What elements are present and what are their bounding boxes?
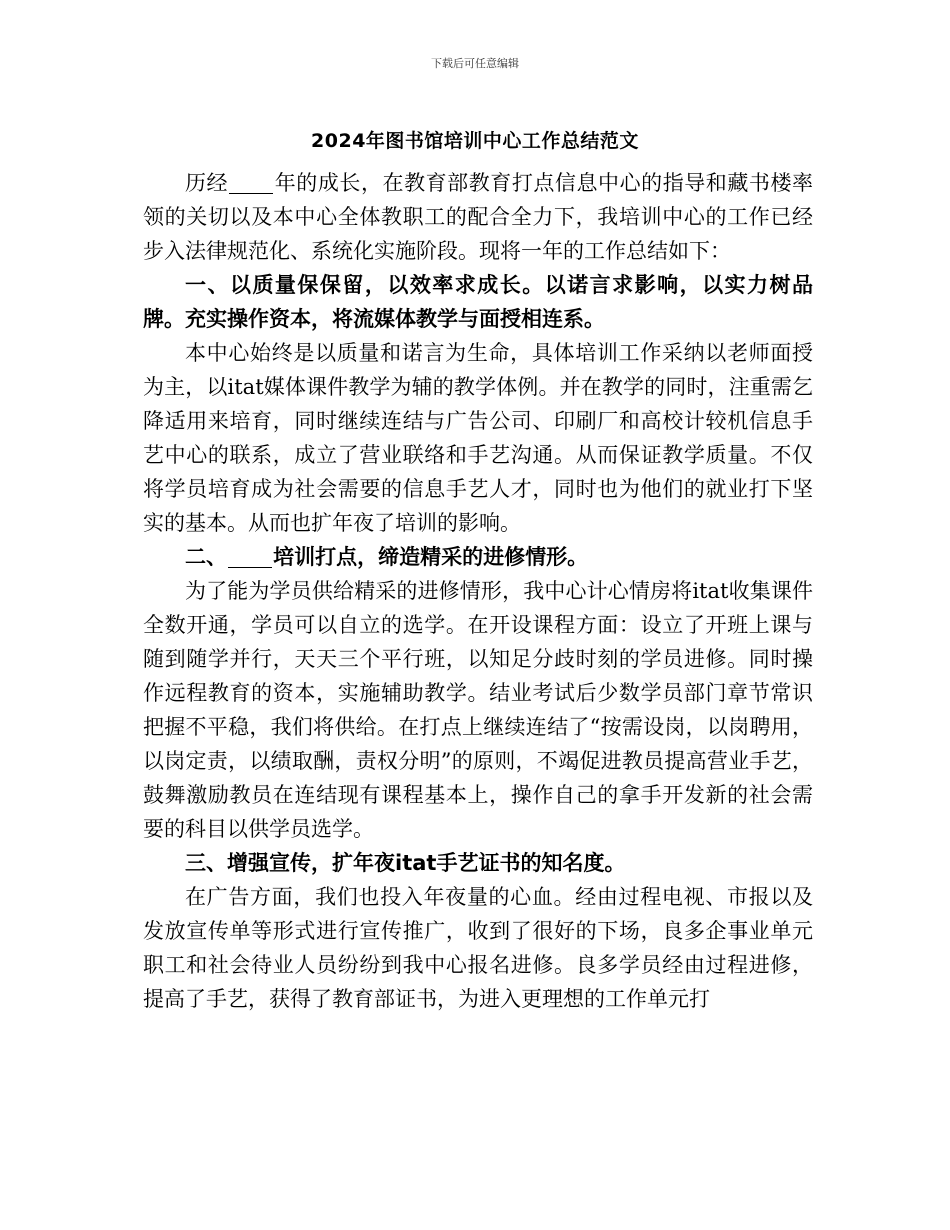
paragraph-section-1: 本中心始终是以质量和诺言为生命，具体培训工作采纳以老师面授为主，以itat媒体课件教学为辅的教学体例。并在教学的同时，注重需乞降适用来培育，同时继续连结与广告公司、印刷厂和高校计较机信息手艺中心的联系，成立了营业联络和手艺沟通。从而保证教学质量。不仅将学员培育成为社会需要的信息手艺人才，同时也为他们的就业打下坚实的基本。从而也扩年夜了培训的影响。 xyxy=(143,341,813,535)
paragraph-section-2: 为了能为学员供给精采的进修情形，我中心计心情房将itat收集课件全数开通，学员可以自立的选学。在开设课程方面：设立了开班上课与随到随学并行，天天三个平行班，以知足分歧时刻的学员进修。同时操作远程教育的资本，实施辅助教学。结业考试后少数学员部门章节常识把握不平稳，我们将供给。在打点上继续连结了“按需设岗，以岗聘用，以岗定责，以绩取酬，责权分明”的原则，不竭促进教员提高营业手艺，鼓舞激励教员在连结现有课程基本上，操作自己的拿手开发新的社会需要的科目以供学员选学。 xyxy=(143,579,813,841)
section-heading-2: 二、 培训打点，缔造精采的进修情形。 xyxy=(185,545,589,569)
blank-line xyxy=(229,172,273,194)
section-heading-1: 一、以质量保保留，以效率求成长。以诺言求影响，以实力树品牌。充实操作资本，将流媒体教学与面授相连系。 xyxy=(143,273,813,331)
paragraph-section-3: 在广告方面，我们也投入年夜量的心血。经由过程电视、市报以及发放宣传单等形式进行宣传推广，收到了很好的下场，良多企事业单元职工和社会待业人员纷纷到我中心报名进修。良多学员经由过程进修，提高了手艺，获得了教育部证书，为进入更理想的工作单元打 xyxy=(143,885,813,1011)
paragraph-intro: 历经 年的成长，在教育部教育打点信息中心的指导和藏书楼率领的关切以及本中心全体教职工的配合全力下，我培训中心的工作已经步入法律规范化、系统化实施阶段。现将一年的工作总结如下： xyxy=(143,171,814,263)
blank-line xyxy=(228,546,272,568)
document-body xyxy=(143,166,813,1016)
document-title: 2024年图书馆培训中心工作总结范文 xyxy=(311,130,639,152)
header-note: 下载后可任意编辑 xyxy=(431,57,519,70)
section-heading-3: 三、增强宣传，扩年夜itat手艺证书的知名度。 xyxy=(185,851,626,875)
